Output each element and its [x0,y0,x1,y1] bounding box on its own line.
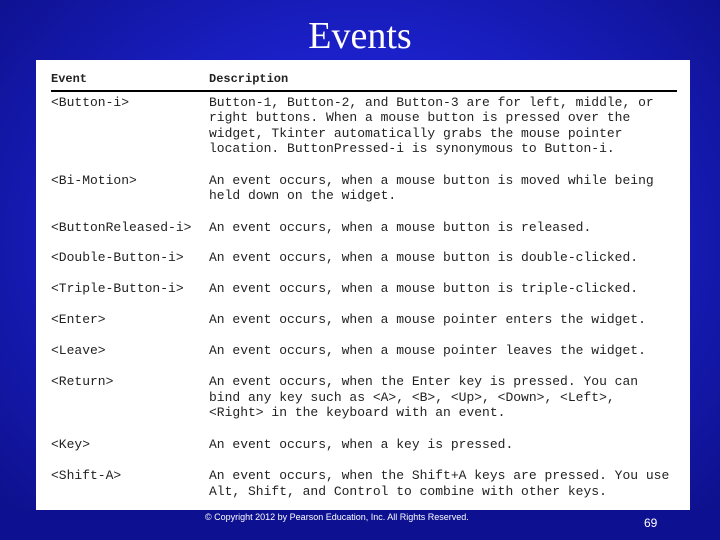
event-description: An event occurs, when a mouse button is released. [209,219,592,235]
table-row [51,374,677,421]
event-description: An event occurs, when the Shift+A keys are pressed. You use Alt, Shift, and Control to combine with other keys. [209,468,670,499]
event-name: <Enter> [51,312,106,327]
table-row [51,220,677,236]
copyright-notice: © Copyright 2012 by Pearson Education, Inc. All Rights Reserved. [205,512,469,522]
event-name: <Leave> [51,342,106,358]
event-description: An event occurs, when a mouse button is moved while being held down on the widget. [209,172,654,203]
header-divider [51,90,677,92]
header-description: Description [209,72,289,86]
event-description: An event occurs, when the Enter key is pressed. You can bind any key such as <A>, <B>, <Up>, <Down>, <Left>, <Right> in the keyboard with an event. [209,374,639,420]
event-name: <Shift-A> [51,468,122,483]
event-description: An event occurs, when a key is pressed. [209,436,514,452]
table-row [51,281,677,297]
event-name: <Triple-Button-i> [51,280,184,296]
table-row [51,250,677,266]
page-number: 69 [644,516,658,530]
table-row [51,343,677,359]
events-table-panel [36,60,690,510]
header-event: Event [51,72,88,86]
table-row [51,173,677,204]
event-name: <Double-Button-i> [51,250,184,265]
events-table [51,72,677,499]
table-row [51,437,677,453]
table-row [51,95,677,157]
event-name: <Bi-Motion> [51,172,137,188]
table-header [51,72,677,88]
event-name: <Button-i> [51,94,130,110]
event-description: An event occurs, when a mouse pointer leaves the widget. [209,342,646,358]
event-description: An event occurs, when a mouse button is double-clicked. [209,250,639,265]
event-description: An event occurs, when a mouse pointer enters the widget. [209,312,646,327]
slide-title: Events [308,15,412,57]
table-row [51,312,677,328]
event-description: An event occurs, when a mouse button is triple-clicked. [209,280,639,296]
event-name: <ButtonReleased-i> [51,219,192,235]
event-description: Button-1, Button-2, and Button-3 are for left, middle, or right buttons. When a mouse button is pressed over the widget, Tkinter automatically grabs the mouse pointer location. ButtonPressed-i is synonymous to Button-i. [209,94,654,156]
table-row [51,468,677,499]
event-name: <Return> [51,374,114,389]
event-name: <Key> [51,436,91,452]
